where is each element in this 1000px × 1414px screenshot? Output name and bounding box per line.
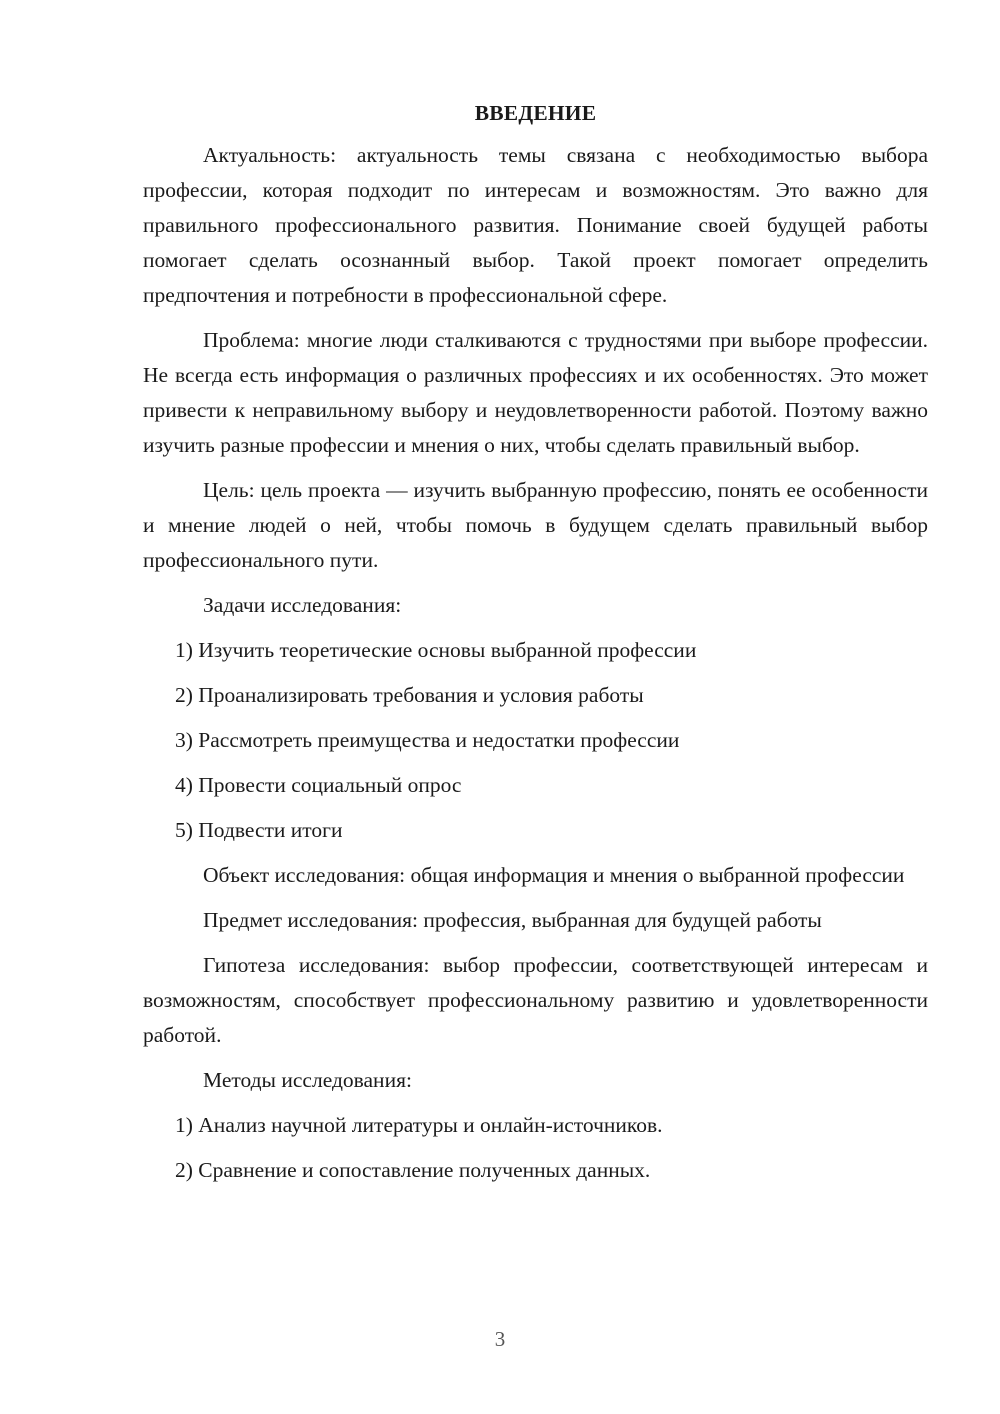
list-item: 5) Подвести итоги [175,818,343,842]
methods-heading: Методы исследования: [203,1068,412,1092]
paragraph-problem: Проблема: многие люди сталкиваются с трудностями при выборе профессии. Не всегда есть информация о различных профессиях и их особенностях. Это может привести к неправильному выбору и неудовлетворенности работой. Поэтому важно изучить разные профессии и мнения о них, чтобы сделать правильный выбор. [143,328,928,457]
page-number: 3 [494,1327,506,1351]
document-page [143,96,928,1198]
paragraph-hypothesis: Гипотеза исследования: выбор профессии, соответствующей интересам и возможностям, способствует профессиональному развитию и удовлетворенности работой. [143,953,928,1047]
paragraph-goal: Цель: цель проекта — изучить выбранную профессию, понять ее особенности и мнение людей о ней, чтобы помочь в будущем сделать правильный выбор профессионального пути. [143,478,928,572]
list-item: 2) Сравнение и сопоставление полученных данных. [175,1158,651,1182]
list-item: 4) Провести социальный опрос [175,773,462,797]
methods-list [143,1108,928,1188]
list-item: 1) Анализ научной литературы и онлайн-источников. [175,1113,663,1137]
list-item: 3) Рассмотреть преимущества и недостатки профессии [175,728,680,752]
tasks-heading: Задачи исследования: [203,593,402,617]
paragraph-subject: Предмет исследования: профессия, выбранная для будущей работы [203,908,822,932]
tasks-list [143,633,928,848]
list-item: 2) Проанализировать требования и условия работы [175,683,644,707]
list-item: 1) Изучить теоретические основы выбранной профессии [175,638,697,662]
paragraph-relevance: Актуальность: актуальность темы связана с необходимостью выбора профессии, которая подходит по интересам и возможностям. Это важно для правильного профессионального развития. Понимание своей будущей работы помогает сделать осознанный выбор. Такой проект помогает определить предпочтения и потребности в профессиональной сфере. [143,143,928,307]
document-title: ВВЕДЕНИЕ [474,101,597,125]
paragraph-object: Объект исследования: общая информация и мнения о выбранной профессии [203,863,905,887]
